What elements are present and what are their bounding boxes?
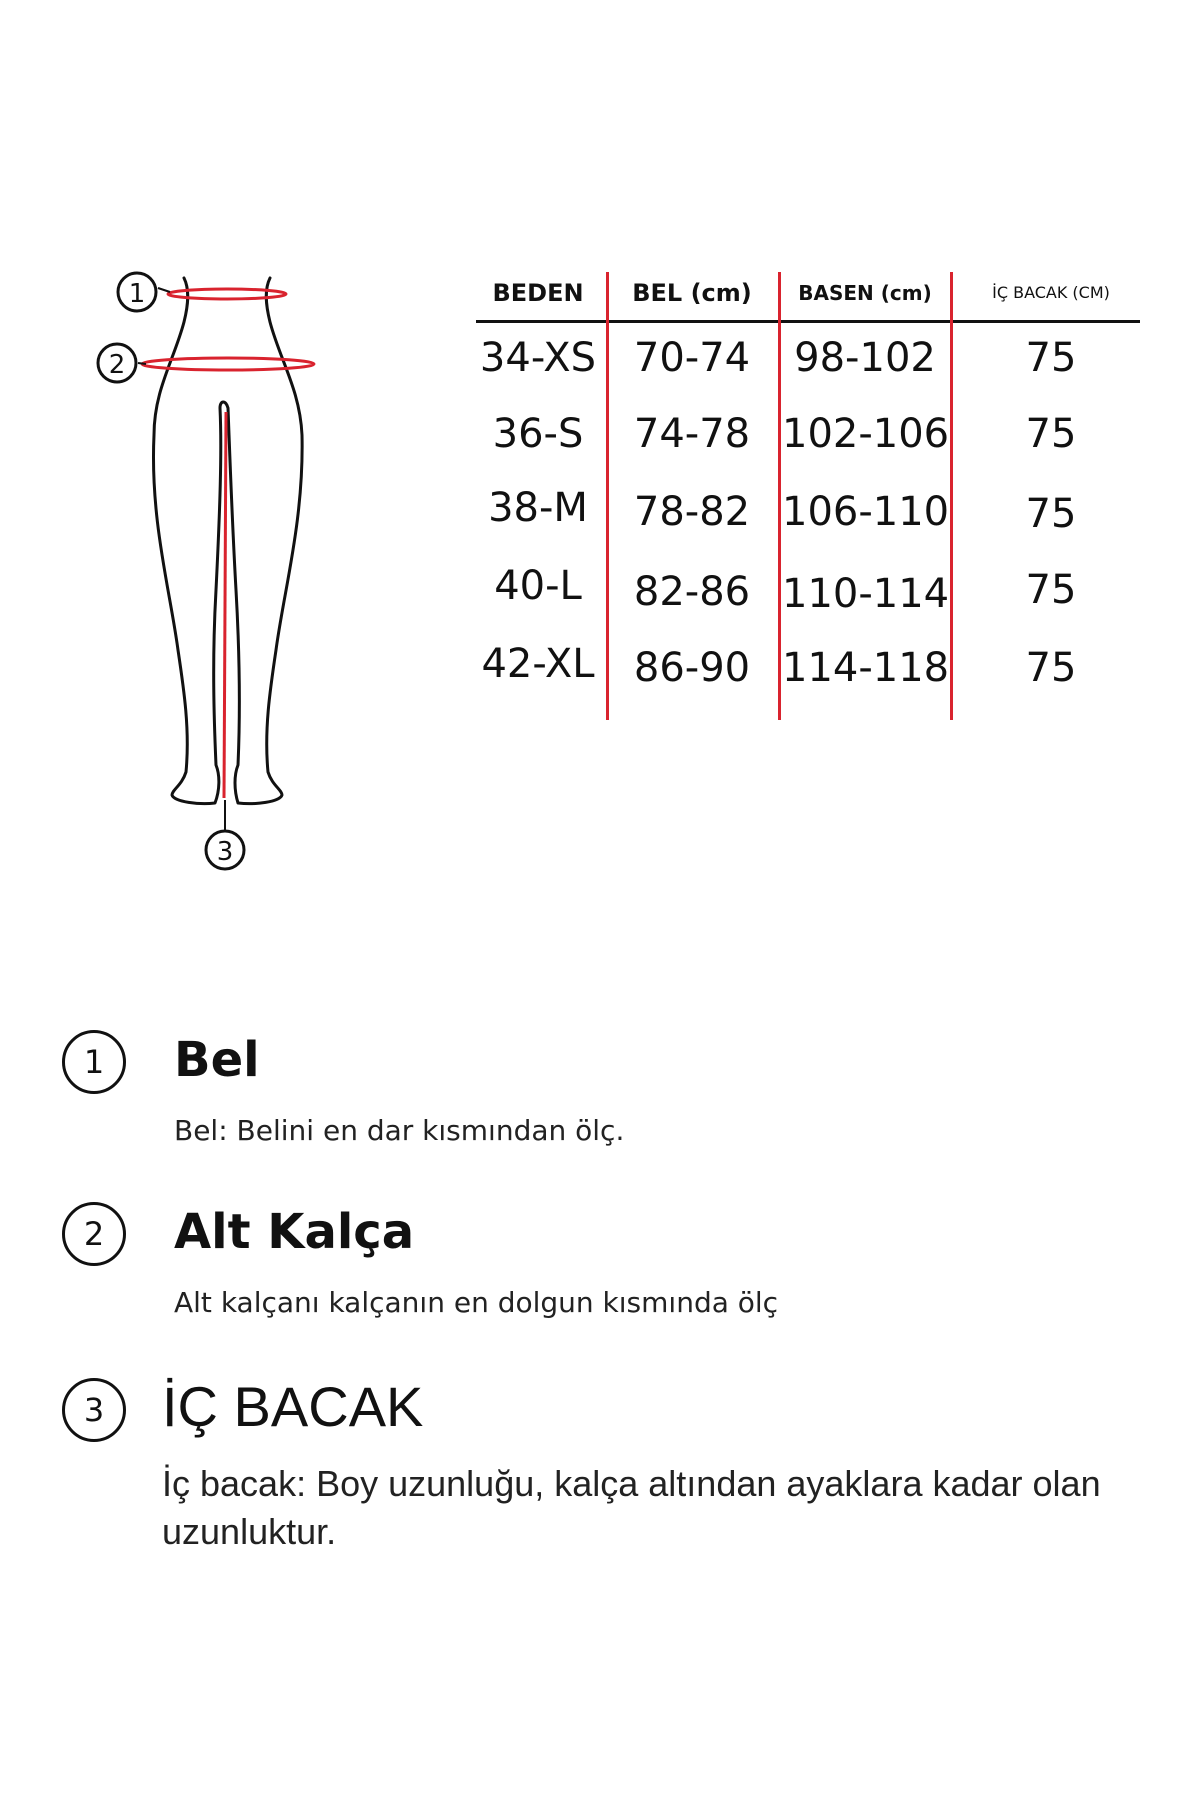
legend-description: Alt kalçanı kalçanın en dolgun kısmında ölç — [174, 1286, 779, 1319]
table-cell: 75 — [1025, 491, 1077, 537]
number-1-icon: 1 — [62, 1030, 126, 1094]
table-header-ic-bacak: İÇ BACAK (CM) — [992, 283, 1110, 302]
table-cell: 34-XS — [479, 335, 597, 381]
number-3-icon: 3 — [62, 1378, 126, 1442]
column-divider — [606, 272, 609, 720]
legend-description: Bel: Belini en dar kısmından ölç. — [174, 1114, 625, 1147]
table-cell: 70-74 — [633, 335, 751, 381]
table-cell: 36-S — [492, 411, 584, 457]
column-divider — [778, 272, 781, 720]
legend-item-inseam — [62, 1375, 1162, 1578]
marker-3-icon — [206, 831, 244, 869]
marker-2-icon — [98, 344, 136, 382]
table-cell: 78-82 — [633, 489, 751, 535]
table-cell: 106-110 — [782, 489, 950, 535]
table-cell: 40-L — [494, 563, 582, 609]
table-cell: 82-86 — [633, 569, 751, 615]
table-cell: 98-102 — [794, 335, 936, 381]
legend-title: Bel — [174, 1032, 260, 1088]
table-cell: 86-90 — [633, 645, 751, 691]
legend-title: İÇ BACAK — [162, 1375, 424, 1438]
table-cell: 38-M — [488, 485, 588, 531]
table-cell: 74-78 — [633, 411, 751, 457]
marker-1-icon — [118, 273, 156, 311]
table-cell: 75 — [1025, 645, 1077, 691]
svg-text:3: 3 — [216, 837, 234, 867]
svg-text:1: 1 — [128, 279, 146, 309]
table-cell: 110-114 — [782, 571, 950, 617]
table-header-basen: BASEN (cm) — [798, 281, 932, 305]
table-cell: 75 — [1025, 567, 1077, 613]
size-chart-table — [476, 272, 1140, 722]
table-cell: 75 — [1025, 335, 1077, 381]
table-cell: 42-XL — [481, 641, 595, 687]
number-2-icon: 2 — [62, 1202, 126, 1266]
table-cell: 75 — [1025, 411, 1077, 457]
column-divider — [950, 272, 953, 720]
waist-measure-line — [168, 289, 286, 299]
inseam-measure-line — [224, 412, 226, 798]
header-divider — [476, 320, 1140, 323]
table-cell: 102-106 — [782, 411, 950, 457]
table-header-beden: BEDEN — [492, 279, 584, 307]
legend-item-hip — [62, 1202, 1162, 1322]
hip-measure-line — [142, 358, 314, 370]
legend-title: Alt Kalça — [174, 1204, 415, 1260]
body-measurement-figure — [80, 260, 380, 950]
svg-text:2: 2 — [108, 350, 126, 380]
table-cell: 114-118 — [782, 645, 950, 691]
legend-item-waist — [62, 1030, 1162, 1150]
legend-description: İç bacak: Boy uzunluğu, kalça altından ayaklara kadar olan uzunluktur. — [162, 1463, 1101, 1552]
table-header-bel: BEL (cm) — [632, 279, 752, 307]
